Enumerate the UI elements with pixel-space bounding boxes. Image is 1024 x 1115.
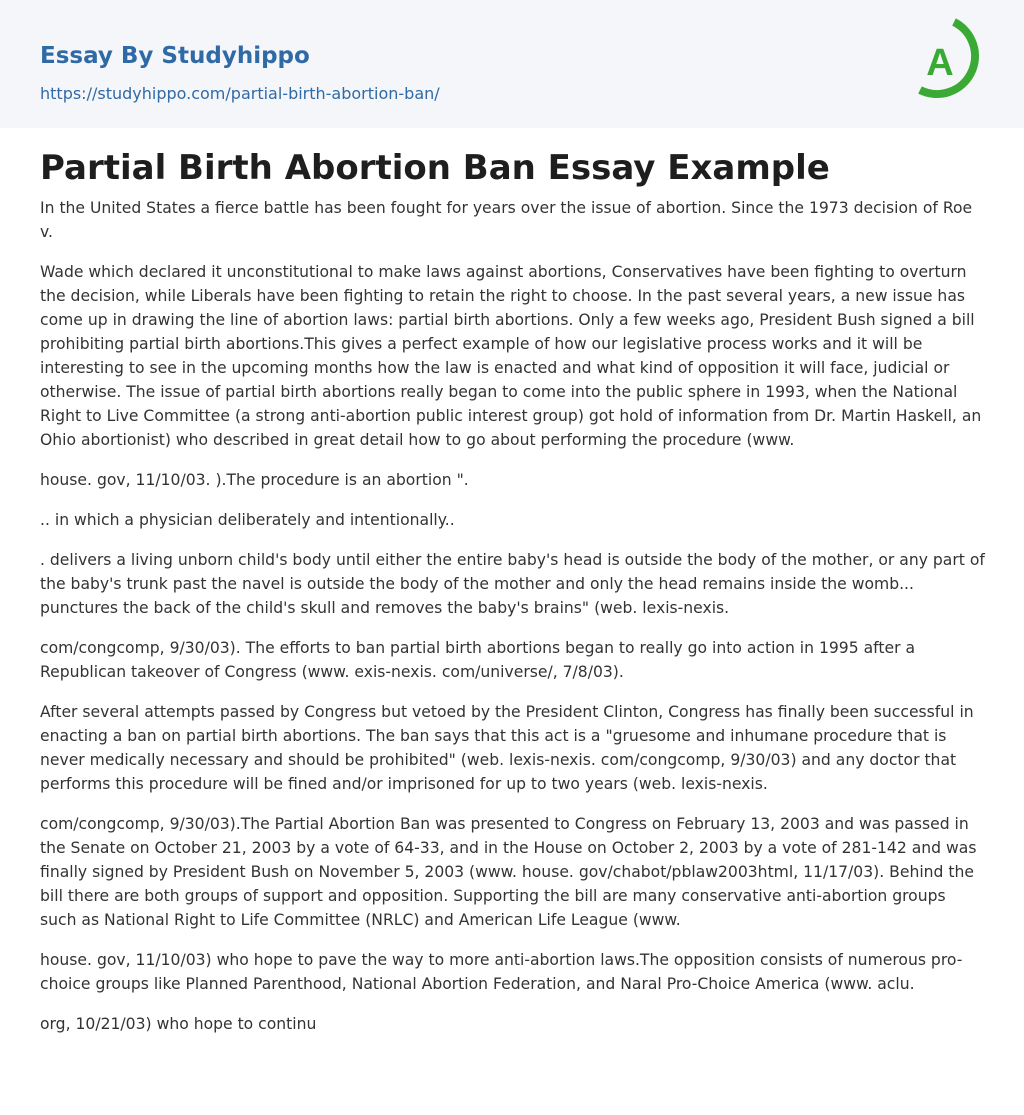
paragraph: .. in which a physician deliberately and intentionally.. xyxy=(40,511,455,529)
paragraph: org, 10/21/03) who hope to continu xyxy=(40,1015,317,1033)
paragraph: com/congcomp, 9/30/03). The efforts to ban partial birth abortions began to really go into action in 1995 after a Republican takeover of Congress (www. exis-nexis. com/universe/, 7/8/03). xyxy=(40,639,916,681)
studyhippo-logo-icon[interactable] xyxy=(910,18,988,108)
site-header xyxy=(0,0,1024,128)
site-name[interactable]: Essay By Studyhippo xyxy=(40,43,310,69)
article xyxy=(0,146,1024,1036)
paragraph: After several attempts passed by Congress but vetoed by the President Clinton, Congress has finally been successful in enacting a ban on partial birth abortions. The ban says that this act is a "gruesome and inhumane procedure that is never medically necessary and should be prohibited" (web. lexis-nexis. com/congcomp, 9/30/03) and any doctor that performs this procedure will be fined and/or imprisoned for up to two years (web. lexis-nexis. xyxy=(40,703,974,793)
page-title: Partial Birth Abortion Ban Essay Example xyxy=(40,148,830,188)
paragraph: house. gov, 11/10/03) who hope to pave the way to more anti-abortion laws.The opposition consists of numerous pro-choice groups like Planned Parenthood, National Abortion Federation, and Naral Pro-Choice America (www. aclu. xyxy=(40,951,963,993)
paragraph: house. gov, 11/10/03. ).The procedure is an abortion ". xyxy=(40,471,469,489)
paragraph: com/congcomp, 9/30/03).The Partial Abortion Ban was presented to Congress on February 13, 2003 and was passed in the Senate on October 21, 2003 by a vote of 64-33, and in the House on October 2, 2003 by a vote of 281-142 and was finally signed by President Bush on November 5, 2003 (www. house. gov/chabot/pblaw2003html, 11/17/03). Behind the bill there are both groups of support and opposition. Supporting the bill are many conservative anti-abortion groups such as National Right to Life Committee (NRLC) and American Life League (www. xyxy=(40,815,977,929)
source-url-link[interactable]: https://studyhippo.com/partial-birth-abortion-ban/ xyxy=(40,84,440,103)
paragraph: In the United States a fierce battle has been fought for years over the issue of abortion. Since the 1973 decision of Roe v. xyxy=(40,199,973,241)
paragraph: . delivers a living unborn child's body until either the entire baby's head is outside the body of the mother, or any part of the baby's trunk past the navel is outside the body of the mother and only the head remains inside the womb... punctures the back of the child's skull and removes the baby's brains" (web. lexis-nexis. xyxy=(40,551,985,617)
logo-letter: A xyxy=(926,42,954,84)
paragraph: Wade which declared it unconstitutional to make laws against abortions, Conservatives have been fighting to overturn the decision, while Liberals have been fighting to retain the right to choose. In the past several years, a new issue has come up in drawing the line of abortion laws: partial birth abortions. Only a few weeks ago, President Bush signed a bill prohibiting partial birth abortions.This gives a perfect example of how our legislative process works and it will be interesting to see in the upcoming months how the law is enacted and what kind of opposition it will face, judicial or otherwise. The issue of partial birth abortions really began to come into the public sphere in 1993, when the National Right to Live Committee (a strong anti-abortion public interest group) got hold of information from Dr. Martin Haskell, an Ohio abortionist) who described in great detail how to go about performing the procedure (www. xyxy=(40,263,982,449)
